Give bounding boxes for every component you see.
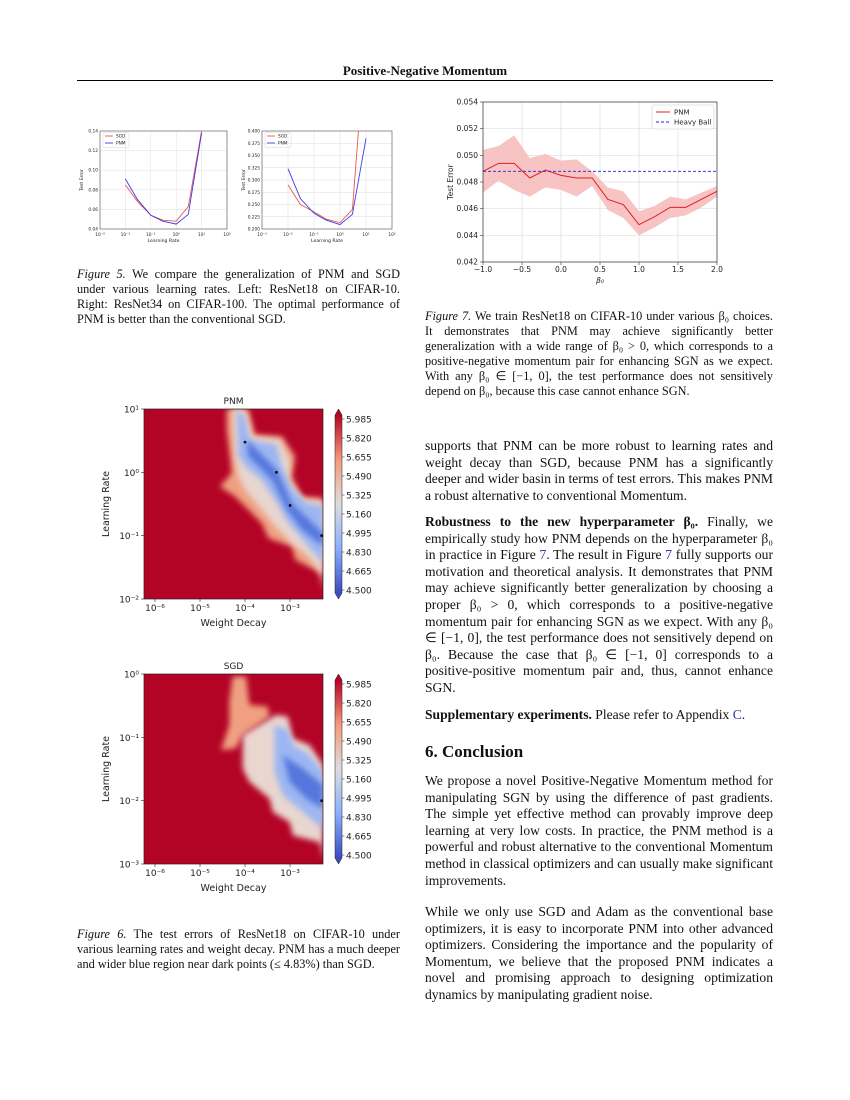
best-point-marker [289,504,292,507]
y-tick-label: 0.225 [247,215,260,221]
y-tick-label: 0.046 [456,204,478,214]
y-tick-label: 0.325 [247,166,260,172]
section-heading-conclusion: 6. Conclusion [425,742,524,761]
y-tick-label: 0.04 [88,227,98,233]
y-axis-label: Learning Rate [101,470,112,538]
caption-text: We compare the generalization of PNM and SGD under various learning rates. Left: ResNet18 on CIFAR-10. Right: ResNet34 on CIFAR-100. The optimal performance of PNM is better than the conventional SGD. [77,267,401,326]
x-tick-label: 10¹ [362,233,370,238]
paragraph-text: supports that PNM can be more robust to learning rates and weight decay than SGD, because PNM has a significantly deeper and wider basin in terms of test errors. This makes PNM a robust alternative to conventional Momentum. [425,438,773,503]
y-tick-label: 10⁰ [123,670,139,681]
heatmap-title: PNM [223,397,244,407]
paragraph-robustness-summary [425,438,773,504]
y-tick-label: 10⁻³ [119,860,139,871]
colorbar-tick-label: 4.830 [346,813,372,824]
x-tick-label: 10⁻³ [280,869,300,879]
appendix-c-link[interactable]: C [732,707,742,722]
x-tick-label: 10⁻³ [280,604,300,614]
paragraph-supplementary [425,707,773,724]
x-tick-label: 10⁻³ [95,233,105,238]
paragraph-text: While we only use SGD and Adam as the conventional base optimizers, it is easy to incorporate PNM into other advanced optimizers. Considering the importance and the popularity of Momentum, we believe that the proposed PNM indicates a novel and promising approach to designing optimization dynamics by manipulating gradient noise. [425,904,773,1002]
y-tick-label: 10⁰ [123,468,139,479]
x-tick-label: 10⁻⁶ [145,869,165,879]
colorbar-tick-label: 5.655 [346,453,372,464]
x-tick-label: 10⁻¹ [309,233,319,238]
x-axis-label: Weight Decay [200,883,267,894]
colorbar [335,415,342,593]
y-tick-label: 0.048 [456,177,478,187]
figure7-caption [425,309,773,399]
x-tick-label: 10² [223,233,231,238]
colorbar-tick-label: 4.500 [346,851,372,862]
y-axis-label: Test Error [80,169,85,191]
x-tick-label: 10⁻¹ [146,233,156,238]
best-point-marker [275,471,278,474]
legend-label: SGD [116,134,126,140]
colorbar-tick-label: 4.665 [346,567,372,578]
colorbar-tick-label: 5.160 [346,775,372,786]
y-tick-label: 0.042 [456,257,478,267]
series-line-sgd [125,131,201,221]
paragraph-title: Robustness to the new hyperparameter β₀. [425,514,699,529]
x-tick-label: 10⁻⁶ [145,604,165,614]
best-point-marker [320,799,323,802]
y-tick-label: 0.050 [456,150,478,160]
x-axis-label: β₀ [596,276,604,285]
x-tick-label: −1.0 [473,265,493,274]
y-tick-label: 0.275 [247,190,260,196]
colorbar-tick-label: 4.500 [346,586,372,597]
paragraph-text: Finally, we empirically study how PNM depends on the hyperparameter β₀ in practice in Figure [425,514,773,563]
y-tick-label: 0.375 [247,141,260,147]
fig6-pnm-heatmap [101,397,372,629]
colorbar-tick-label: 5.985 [346,415,372,426]
x-axis-label: Learning Rate [311,239,343,244]
y-axis-label: Learning Rate [101,735,112,803]
series-line-sgd [288,33,366,223]
legend-label: SGD [278,134,288,140]
colorbar-tick-label: 5.985 [346,680,372,691]
y-tick-label: 10⁻¹ [119,532,139,543]
fig5-left-chart [79,129,231,245]
y-tick-label: 10¹ [123,405,139,416]
x-tick-label: 10⁻³ [257,233,267,238]
colorbar-tick-label: 5.160 [346,510,372,521]
y-tick-label: 0.06 [88,207,98,213]
legend-label: PNM [278,141,288,147]
fig7-chart [446,98,723,286]
colorbar-min-arrow [335,858,342,864]
x-tick-label: 2.0 [711,265,723,274]
colorbar [335,680,342,858]
x-tick-label: 10⁻⁵ [190,604,210,614]
caption-label: Figure 7. [425,309,472,323]
x-tick-label: 10¹ [197,233,206,238]
paragraph-conclusion-1 [425,773,773,889]
paragraph-beta0-robustness [425,514,773,697]
colorbar-min-arrow [335,593,342,599]
x-tick-label: 1.0 [633,265,645,274]
legend-label: Heavy Ball [674,118,712,127]
legend-label: PNM [116,141,126,147]
figure6-caption [77,927,400,972]
y-tick-label: 10⁻² [119,797,139,808]
y-tick-label: 0.250 [247,203,260,208]
colorbar-tick-label: 5.820 [346,434,372,445]
y-axis-label: Test Error [446,164,455,200]
y-tick-label: 0.200 [247,227,260,233]
caption-label: Figure 6. [77,927,127,941]
colorbar-tick-label: 4.665 [346,832,372,843]
x-tick-label: 10⁻² [283,233,293,238]
colorbar-tick-label: 4.830 [346,548,372,559]
colorbar-tick-label: 5.325 [346,756,372,767]
paragraph-title: Supplementary experiments. [425,707,592,722]
paragraph-text: . The result in Figure [546,547,666,563]
colorbar-tick-label: 5.820 [346,699,372,710]
y-tick-label: 0.350 [247,154,260,159]
caption-label: Figure 5. [77,267,126,281]
caption-text: We train ResNet18 on CIFAR-10 under various β₀ choices. It demonstrates that PNM may achieve significantly better generalization with a wide range of β₀ > 0, which corresponds to a positive-negative momentum pair for enhancing SGN as we expect. With any β₀ ∈ [−1, 0], the test performance does not sensitively depend on β₀, because this case cannot enhance SGN. [425,309,773,398]
best-point-marker [244,441,247,444]
colorbar-max-arrow [335,674,342,680]
fig5-right-chart [241,33,396,244]
figure7-link[interactable]: 7 [539,547,547,563]
x-tick-label: 10⁰ [336,233,344,238]
x-tick-label: 10⁻⁴ [235,869,255,879]
colorbar-tick-label: 5.325 [346,491,372,502]
x-axis-label: Weight Decay [200,618,267,629]
x-axis-label: Learning Rate [147,239,180,244]
x-tick-label: 0.5 [594,265,606,274]
x-tick-label: 1.5 [672,265,684,274]
best-point-marker [320,534,323,537]
fig6-sgd-heatmap [101,662,372,894]
paragraph-conclusion-2 [425,904,773,1004]
running-header: Positive-Negative Momentum [342,63,508,78]
figure7-link[interactable]: 7 [665,547,673,563]
y-tick-label: 0.400 [247,129,260,135]
colorbar-tick-label: 4.995 [346,794,372,805]
colorbar-tick-label: 5.655 [346,718,372,729]
y-axis-label: Test Error [242,169,247,191]
colorbar-max-arrow [335,409,342,415]
series-line-pnm [125,133,201,224]
legend-label: PNM [674,108,690,117]
x-tick-label: 10⁻⁵ [190,869,210,879]
y-tick-label: 0.044 [456,230,478,240]
x-tick-label: −0.5 [512,265,532,274]
colorbar-tick-label: 5.490 [346,737,372,748]
y-tick-label: 0.10 [88,168,98,174]
y-tick-label: 0.300 [247,178,260,184]
y-tick-label: 0.12 [88,149,98,155]
y-tick-label: 0.054 [456,97,478,107]
y-tick-label: 10⁻² [119,595,139,606]
x-tick-label: 10⁰ [172,233,180,238]
y-tick-label: 0.14 [88,129,98,135]
y-tick-label: 10⁻¹ [119,733,139,744]
heatmap-title: SGD [223,662,244,672]
paragraph-text: . [741,707,746,722]
y-tick-label: 0.052 [456,124,478,134]
x-tick-label: 10⁻⁴ [235,604,255,614]
x-tick-label: 0.0 [555,265,567,274]
paragraph-text: fully supports our motivation and theoretical analysis. It demonstrates that PNM may achieve significantly better generalization by choosing a proper β₀ > 0, which corresponds to a positive-negative momentum pair for enhancing SGN as we expect. With any β₀ ∈ [−1, 0], the test performance does not sensitively depend on β₀. Because the case that β₀ ∈ [−1, 0] corresponds to a positive-positive momentum pair and, thus, cannot enhance SGN. [425,547,774,695]
figure5-caption [77,267,400,327]
y-tick-label: 0.08 [88,188,98,194]
paragraph-text: We propose a novel Positive-Negative Momentum method for manipulating SGN by using the difference of past gradients. The simple yet effective method can provably improve deep learning at very low costs. In practice, the PNM method is a powerful and robust alternative to the conventional Momentum method in classical optimizers and can usually make significant improvements. [425,773,773,888]
caption-text: The test errors of ResNet18 on CIFAR-10 under various learning rates and weight decay. PNM has a much deeper and wider blue region near dark points (≤ 4.83%) than SGD. [77,927,400,971]
x-tick-label: 10² [388,233,396,238]
colorbar-tick-label: 4.995 [346,529,372,540]
colorbar-tick-label: 5.490 [346,472,372,483]
paragraph-text: Please refer to Appendix [591,707,733,722]
x-tick-label: 10⁻² [120,233,131,238]
